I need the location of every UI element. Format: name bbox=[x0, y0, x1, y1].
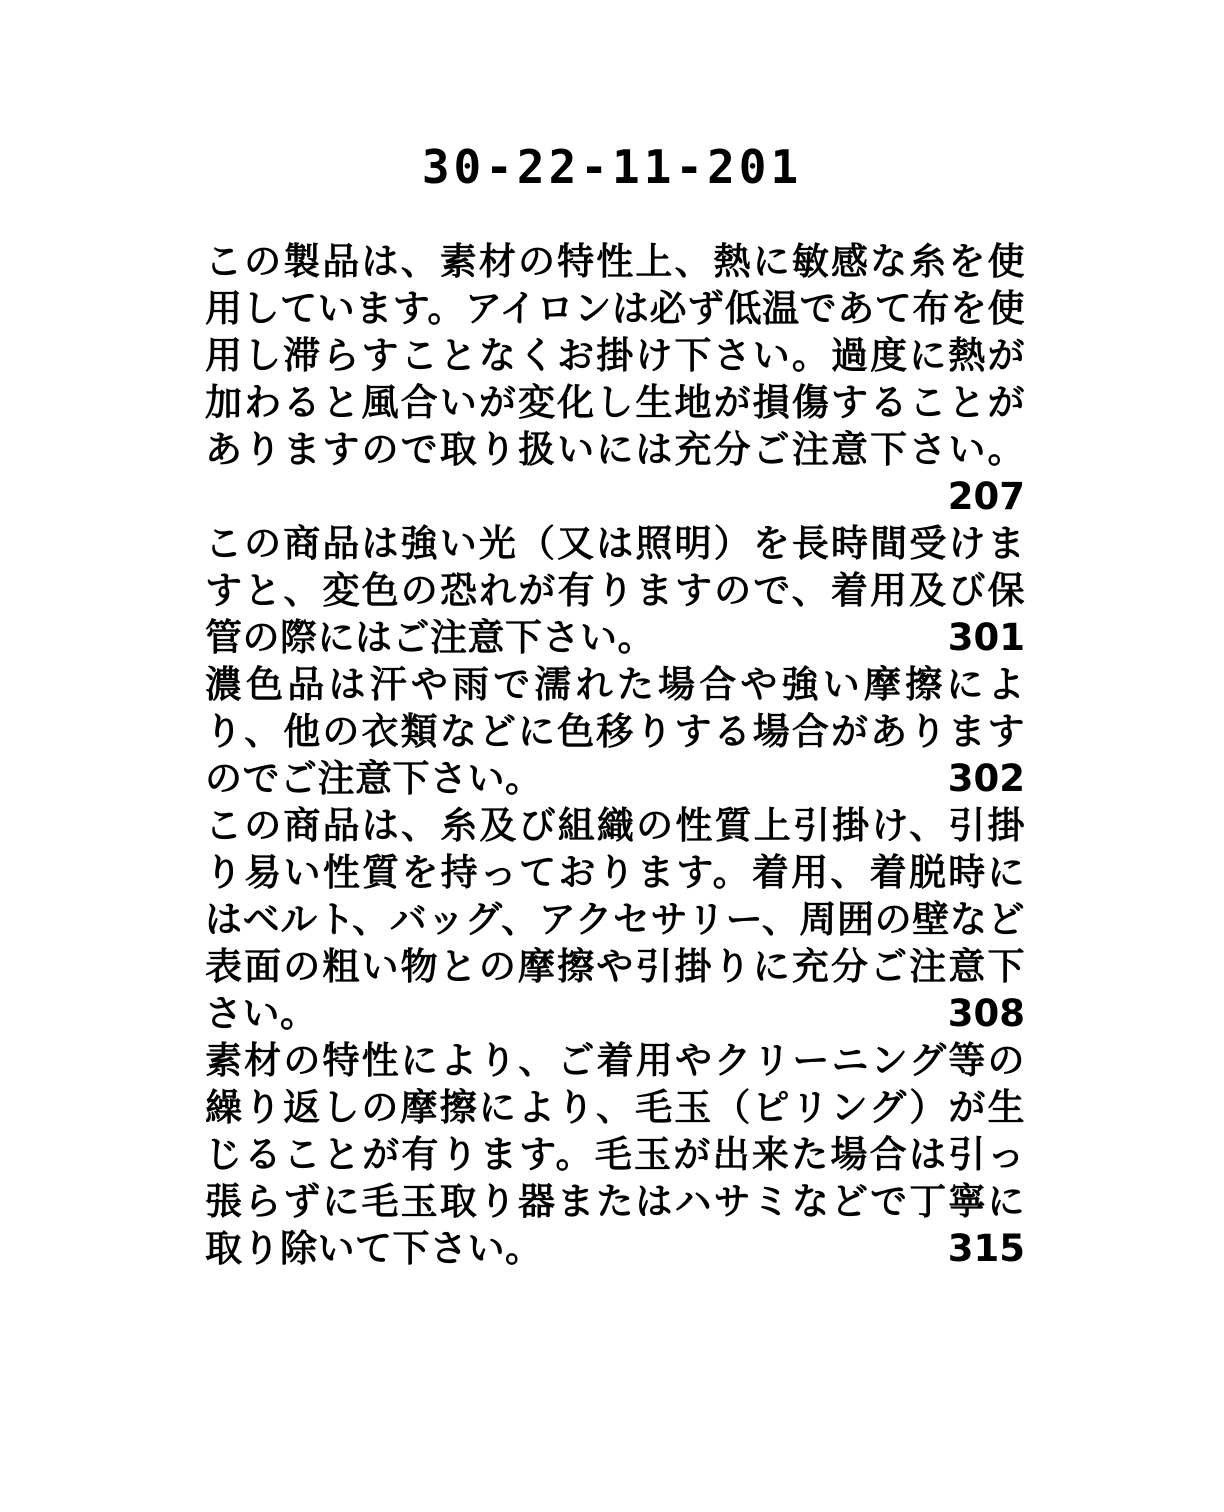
list-item bbox=[205, 238, 1025, 520]
note-code: 301 bbox=[947, 616, 1025, 659]
list-item bbox=[205, 520, 1025, 661]
note-code: 207 bbox=[947, 475, 1025, 518]
list-item bbox=[205, 661, 1025, 802]
list-item bbox=[205, 802, 1025, 1037]
page-title: 30-22-11-201 bbox=[421, 140, 803, 194]
note-text: 素材の特性により、ご着用やクリーニング等の繰り返しの摩擦により、毛玉（ピリング）が生じることが有ります。毛玉が出来た場合は引っ張らずに毛玉取り器またはハサミなどで丁寧に取り除いて下さい。 bbox=[205, 1039, 1025, 1270]
note-text: この製品は、素材の特性上、熱に敏感な糸を使用しています。アイロンは必ず低温であて布を使用し滞らすことなくお掛け下さい。過度に熱が加わると風合いが変化し生地が損傷することがありますので取り扱いには充分ご注意下さい。 bbox=[205, 240, 1025, 471]
note-text: この商品は強い光（又は照明）を長時間受けますと、変色の恐れが有りますので、着用及び保管の際にはご注意下さい。 bbox=[205, 522, 1025, 659]
care-notes-list bbox=[205, 238, 1025, 1272]
note-code: 308 bbox=[947, 992, 1025, 1035]
list-item bbox=[205, 1037, 1025, 1272]
note-text: 濃色品は汗や雨で濡れた場合や強い摩擦により、他の衣類などに色移りする場合がありますのでご注意下さい。 bbox=[205, 663, 1025, 800]
note-code: 302 bbox=[947, 757, 1025, 800]
note-code: 315 bbox=[947, 1227, 1025, 1270]
note-text: この商品は、糸及び組織の性質上引掛け、引掛り易い性質を持っております。着用、着脱時にはベルト、バッグ、アクセサリー、周囲の壁など表面の粗い物との摩擦や引掛りに充分ご注意下さい。 bbox=[205, 804, 1025, 1035]
